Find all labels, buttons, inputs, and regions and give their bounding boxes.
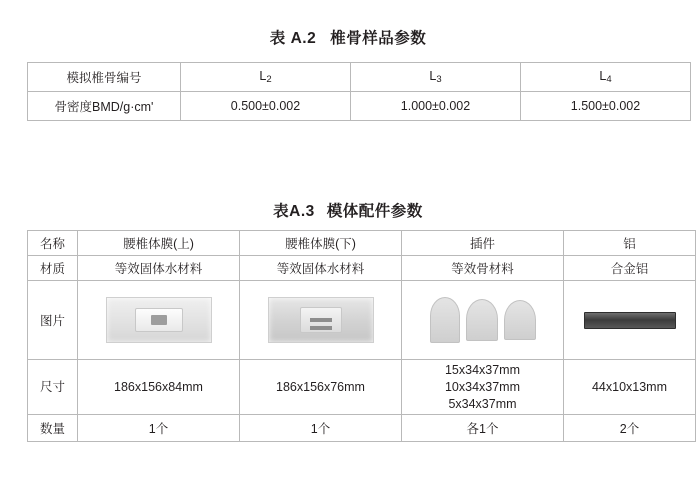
- lumbar-membrane-lower-photo: [240, 281, 401, 359]
- table-a3-quantity-1: 1个: [240, 415, 402, 442]
- phantom-slab-shape: [106, 297, 212, 343]
- table-a2-title-number: 表 A.2: [269, 30, 317, 47]
- slab-nub: [151, 315, 167, 325]
- table-a3-title-number: 表A.3: [273, 203, 315, 220]
- table-row: [28, 415, 696, 442]
- table-a2-cell-l2: 0.500±0.002: [181, 92, 351, 121]
- lumbar-membrane-upper-photo: [78, 281, 239, 359]
- table-a3-row-label-image: 图片: [28, 281, 78, 360]
- aluminium-bar-photo: [564, 281, 695, 359]
- table-a3-quantity-3: 2个: [564, 415, 696, 442]
- aluminium-bar-shape: [584, 312, 676, 329]
- subscript: 4: [606, 74, 612, 85]
- table-a3-name-1: 腰椎体膜(下): [240, 231, 402, 256]
- table-a2-row-label: 骨密度BMD/g·cm': [28, 92, 181, 121]
- table-a3-material-0: 等效固体水材料: [78, 256, 240, 281]
- slab-bar-upper: [310, 318, 332, 322]
- table-a2-cell-l3: 1.000±0.002: [351, 92, 521, 121]
- table-a3-row-label-quantity: 数量: [28, 415, 78, 442]
- subscript: 3: [436, 74, 442, 85]
- size-line: 15x34x37mm: [444, 362, 521, 377]
- size-line: 10x34x37mm: [444, 379, 521, 394]
- table-a3-image-cell-3: [564, 281, 696, 360]
- label: L: [599, 69, 607, 83]
- table-row: [28, 281, 696, 360]
- table-a3-name-3: 铝: [564, 231, 696, 256]
- slab-bar-lower: [310, 326, 332, 330]
- table-row: [28, 92, 691, 121]
- table-a3-row-label-material: 材质: [28, 256, 78, 281]
- table-a3-title: [0, 199, 696, 221]
- table-a3-title-text: 模体配件参数: [326, 203, 423, 220]
- table-row: [28, 63, 691, 92]
- table-a2-header-2: [351, 63, 521, 92]
- table-a3-material-2: 等效骨材料: [402, 256, 564, 281]
- table-row: [28, 256, 696, 281]
- table-a3-size-2: [402, 360, 564, 415]
- table-a2-title: [0, 26, 696, 48]
- insert-blocks-photo: [402, 281, 563, 359]
- insert-block-shape: [430, 297, 460, 343]
- table-a3-size-1: 186x156x76mm: [240, 360, 402, 415]
- table-a3-material-3: 合金铝: [564, 256, 696, 281]
- table-a3-image-cell-2: [402, 281, 564, 360]
- label: L: [259, 69, 267, 83]
- table-a3-row-label-name: 名称: [28, 231, 78, 256]
- table-a2-header-1: [181, 63, 351, 92]
- table-a3-row-label-size: 尺寸: [28, 360, 78, 415]
- size-line: 5x34x37mm: [448, 396, 517, 411]
- subscript: 2: [266, 74, 272, 85]
- table-a2-header-3: [521, 63, 691, 92]
- table-a3-name-0: 腰椎体膜(上): [78, 231, 240, 256]
- table-a3: [27, 230, 696, 442]
- insert-block-shape: [466, 299, 498, 341]
- table-row: [28, 360, 696, 415]
- table-a3-material-1: 等效固体水材料: [240, 256, 402, 281]
- table-a3-image-cell-1: [240, 281, 402, 360]
- table-a3-name-2: 插件: [402, 231, 564, 256]
- label: L: [429, 69, 437, 83]
- table-a3-size-0: 186x156x84mm: [78, 360, 240, 415]
- table-a3-quantity-0: 1个: [78, 415, 240, 442]
- phantom-slab-shape: [268, 297, 374, 343]
- table-a2: [27, 62, 691, 121]
- table-a2-header-0: 模拟椎骨编号: [28, 63, 181, 92]
- table-a3-image-cell-0: [78, 281, 240, 360]
- table-a2-cell-l4: 1.500±0.002: [521, 92, 691, 121]
- table-a2-title-text: 椎骨样品参数: [330, 30, 427, 47]
- table-row: [28, 231, 696, 256]
- insert-block-shape: [504, 300, 536, 340]
- table-a3-size-3: 44x10x13mm: [564, 360, 696, 415]
- table-a3-quantity-2: 各1个: [402, 415, 564, 442]
